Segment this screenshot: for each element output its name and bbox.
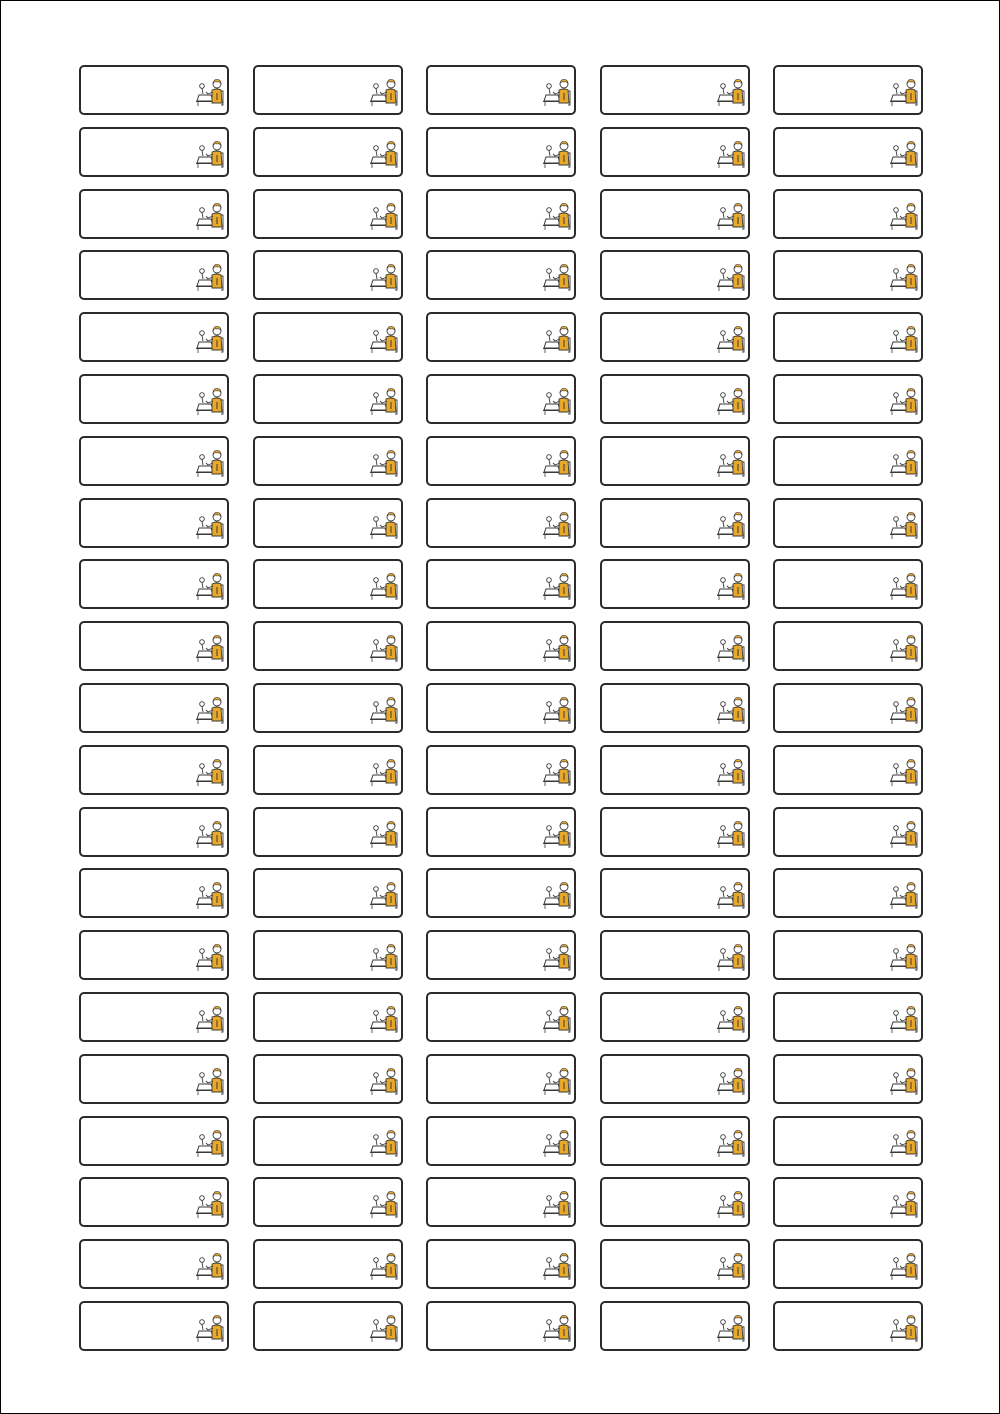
person-at-desk-icon (195, 1248, 225, 1282)
person-at-desk-icon (716, 877, 746, 911)
person-at-desk-icon (542, 568, 572, 602)
person-at-desk-icon (889, 259, 919, 293)
person-at-desk-icon (369, 939, 399, 973)
person-at-desk-icon (369, 1248, 399, 1282)
person-at-desk-icon (889, 1248, 919, 1282)
label (773, 807, 923, 857)
person-at-desk-icon (542, 877, 572, 911)
label (253, 498, 403, 548)
label (600, 65, 750, 115)
label (253, 436, 403, 486)
person-at-desk-icon (369, 198, 399, 232)
label (773, 436, 923, 486)
person-at-desk-icon (542, 507, 572, 541)
label (253, 189, 403, 239)
person-at-desk-icon (369, 568, 399, 602)
person-at-desk-icon (716, 74, 746, 108)
label (426, 374, 576, 424)
person-at-desk-icon (369, 1310, 399, 1344)
person-at-desk-icon (716, 630, 746, 664)
label (426, 436, 576, 486)
label (79, 930, 229, 980)
person-at-desk-icon (889, 816, 919, 850)
person-at-desk-icon (369, 321, 399, 355)
person-at-desk-icon (195, 198, 225, 232)
label (773, 1116, 923, 1166)
label (426, 559, 576, 609)
label (426, 807, 576, 857)
label (773, 127, 923, 177)
label (773, 250, 923, 300)
label (79, 1116, 229, 1166)
label (79, 992, 229, 1042)
label (79, 621, 229, 671)
person-at-desk-icon (369, 74, 399, 108)
person-at-desk-icon (369, 816, 399, 850)
label (600, 807, 750, 857)
label (600, 621, 750, 671)
label (426, 868, 576, 918)
person-at-desk-icon (716, 754, 746, 788)
label (773, 1239, 923, 1289)
label (600, 1054, 750, 1104)
person-at-desk-icon (716, 568, 746, 602)
person-at-desk-icon (716, 1125, 746, 1159)
label (600, 374, 750, 424)
person-at-desk-icon (195, 74, 225, 108)
person-at-desk-icon (369, 1125, 399, 1159)
person-at-desk-icon (369, 1186, 399, 1220)
person-at-desk-icon (716, 816, 746, 850)
label (426, 992, 576, 1042)
person-at-desk-icon (195, 507, 225, 541)
person-at-desk-icon (369, 259, 399, 293)
label (600, 127, 750, 177)
label (426, 745, 576, 795)
label (426, 1054, 576, 1104)
label (600, 868, 750, 918)
person-at-desk-icon (369, 507, 399, 541)
label (79, 250, 229, 300)
label (79, 807, 229, 857)
person-at-desk-icon (889, 939, 919, 973)
label (773, 868, 923, 918)
label (773, 312, 923, 362)
person-at-desk-icon (195, 1001, 225, 1035)
person-at-desk-icon (716, 259, 746, 293)
label (79, 65, 229, 115)
label (79, 1054, 229, 1104)
label (426, 189, 576, 239)
person-at-desk-icon (889, 692, 919, 726)
person-at-desk-icon (195, 1186, 225, 1220)
person-at-desk-icon (542, 754, 572, 788)
label (773, 621, 923, 671)
person-at-desk-icon (542, 1186, 572, 1220)
label (773, 930, 923, 980)
label (600, 1301, 750, 1351)
person-at-desk-icon (369, 1001, 399, 1035)
person-at-desk-icon (716, 1310, 746, 1344)
person-at-desk-icon (889, 383, 919, 417)
label (600, 559, 750, 609)
person-at-desk-icon (369, 445, 399, 479)
person-at-desk-icon (716, 507, 746, 541)
person-at-desk-icon (195, 1310, 225, 1344)
person-at-desk-icon (716, 1248, 746, 1282)
person-at-desk-icon (889, 198, 919, 232)
label (600, 189, 750, 239)
person-at-desk-icon (195, 383, 225, 417)
label (253, 745, 403, 795)
person-at-desk-icon (542, 1125, 572, 1159)
label (773, 498, 923, 548)
label (600, 1116, 750, 1166)
person-at-desk-icon (542, 321, 572, 355)
label (79, 683, 229, 733)
label (253, 992, 403, 1042)
person-at-desk-icon (889, 1310, 919, 1344)
person-at-desk-icon (195, 1125, 225, 1159)
label (600, 683, 750, 733)
person-at-desk-icon (716, 939, 746, 973)
person-at-desk-icon (889, 74, 919, 108)
person-at-desk-icon (542, 136, 572, 170)
label (426, 312, 576, 362)
person-at-desk-icon (542, 1001, 572, 1035)
label (253, 868, 403, 918)
label (253, 621, 403, 671)
person-at-desk-icon (889, 568, 919, 602)
label (773, 1177, 923, 1227)
label (600, 992, 750, 1042)
person-at-desk-icon (542, 630, 572, 664)
person-at-desk-icon (716, 1063, 746, 1097)
label (426, 65, 576, 115)
label (79, 1177, 229, 1227)
label (426, 127, 576, 177)
person-at-desk-icon (889, 1001, 919, 1035)
person-at-desk-icon (195, 321, 225, 355)
person-at-desk-icon (195, 630, 225, 664)
label (253, 374, 403, 424)
person-at-desk-icon (889, 136, 919, 170)
person-at-desk-icon (195, 939, 225, 973)
label (773, 189, 923, 239)
label (79, 559, 229, 609)
person-at-desk-icon (889, 1186, 919, 1220)
person-at-desk-icon (889, 1063, 919, 1097)
label (426, 250, 576, 300)
label (600, 1239, 750, 1289)
person-at-desk-icon (542, 1310, 572, 1344)
label (426, 1177, 576, 1227)
label (253, 65, 403, 115)
person-at-desk-icon (369, 1063, 399, 1097)
person-at-desk-icon (716, 692, 746, 726)
label (426, 1301, 576, 1351)
label (79, 868, 229, 918)
label (600, 1177, 750, 1227)
person-at-desk-icon (716, 383, 746, 417)
person-at-desk-icon (889, 877, 919, 911)
person-at-desk-icon (369, 630, 399, 664)
label (253, 312, 403, 362)
label (253, 1239, 403, 1289)
label (79, 745, 229, 795)
label (79, 374, 229, 424)
label (773, 683, 923, 733)
label-grid (79, 65, 923, 1351)
person-at-desk-icon (716, 321, 746, 355)
person-at-desk-icon (889, 507, 919, 541)
label (253, 1177, 403, 1227)
person-at-desk-icon (369, 383, 399, 417)
label (253, 1301, 403, 1351)
person-at-desk-icon (889, 630, 919, 664)
label (79, 189, 229, 239)
label (426, 498, 576, 548)
person-at-desk-icon (369, 692, 399, 726)
label (79, 127, 229, 177)
person-at-desk-icon (716, 445, 746, 479)
label (773, 1301, 923, 1351)
person-at-desk-icon (542, 383, 572, 417)
label (253, 1054, 403, 1104)
label (79, 498, 229, 548)
person-at-desk-icon (716, 1001, 746, 1035)
label (253, 559, 403, 609)
person-at-desk-icon (542, 74, 572, 108)
label (253, 807, 403, 857)
person-at-desk-icon (889, 445, 919, 479)
label (773, 745, 923, 795)
person-at-desk-icon (542, 198, 572, 232)
label (600, 745, 750, 795)
label (600, 250, 750, 300)
person-at-desk-icon (542, 445, 572, 479)
person-at-desk-icon (195, 754, 225, 788)
label (773, 65, 923, 115)
person-at-desk-icon (542, 1248, 572, 1282)
label (79, 436, 229, 486)
person-at-desk-icon (542, 259, 572, 293)
label (253, 127, 403, 177)
person-at-desk-icon (195, 568, 225, 602)
person-at-desk-icon (195, 816, 225, 850)
person-at-desk-icon (195, 1063, 225, 1097)
label (426, 1239, 576, 1289)
label (426, 621, 576, 671)
person-at-desk-icon (195, 692, 225, 726)
label (600, 930, 750, 980)
person-at-desk-icon (369, 754, 399, 788)
person-at-desk-icon (716, 198, 746, 232)
label (253, 930, 403, 980)
person-at-desk-icon (542, 692, 572, 726)
label (426, 930, 576, 980)
person-at-desk-icon (716, 1186, 746, 1220)
person-at-desk-icon (889, 1125, 919, 1159)
person-at-desk-icon (195, 877, 225, 911)
person-at-desk-icon (889, 754, 919, 788)
label (79, 1239, 229, 1289)
label (79, 312, 229, 362)
label (773, 992, 923, 1042)
person-at-desk-icon (195, 445, 225, 479)
label (253, 1116, 403, 1166)
person-at-desk-icon (542, 939, 572, 973)
label (426, 1116, 576, 1166)
label (600, 312, 750, 362)
label (253, 683, 403, 733)
person-at-desk-icon (889, 321, 919, 355)
label (600, 498, 750, 548)
person-at-desk-icon (195, 136, 225, 170)
person-at-desk-icon (369, 136, 399, 170)
label (253, 250, 403, 300)
label (426, 683, 576, 733)
person-at-desk-icon (195, 259, 225, 293)
label (773, 559, 923, 609)
label (600, 436, 750, 486)
label (773, 374, 923, 424)
person-at-desk-icon (716, 136, 746, 170)
label (773, 1054, 923, 1104)
person-at-desk-icon (369, 877, 399, 911)
label (79, 1301, 229, 1351)
person-at-desk-icon (542, 1063, 572, 1097)
person-at-desk-icon (542, 816, 572, 850)
